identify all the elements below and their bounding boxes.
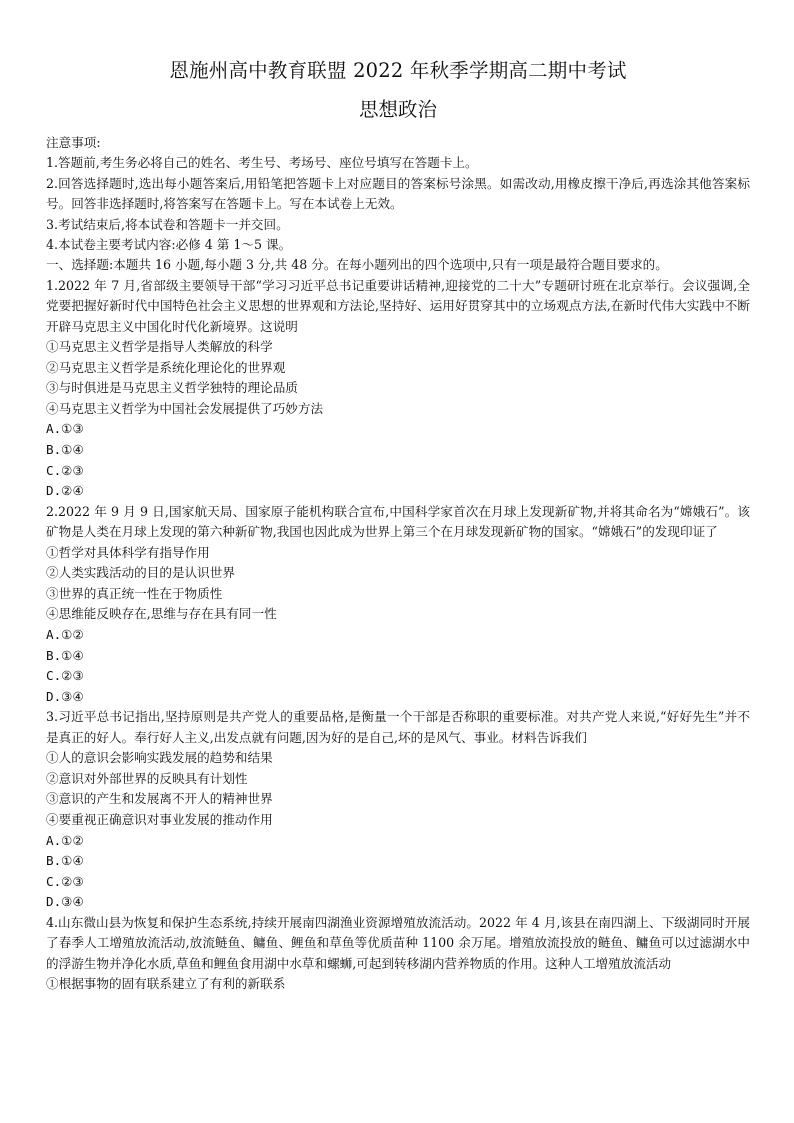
exam-page	[46, 58, 750, 995]
notice-item: 1.答题前,考生务必将自己的姓名、考生号、考场号、座位号填写在答题卡上。	[46, 155, 478, 171]
answer-choice: A.①②	[46, 627, 84, 642]
question-option: ③意识的产生和发展离不开人的精神世界	[46, 791, 273, 807]
answer-choice: A.①③	[46, 421, 84, 437]
answer-choice: C.②③	[46, 873, 84, 889]
question-stem: 3.习近平总书记指出,坚持原则是共产党人的重要品格,是衡量一个干部是否称职的重要标准。对共产党人来说,“好好先生”并不是真正的好人。奉行好人主义,出发点就有问题,因为好的是自己,坏的是风气、事业。材料告诉我们	[46, 709, 750, 745]
notice-item: 4.本试卷主要考试内容:必修 4 第 1～5 课。	[46, 237, 292, 253]
answer-choice: B.①④	[46, 647, 84, 663]
answer-choice: D.③④	[46, 894, 84, 910]
answer-choice: C.②③	[46, 668, 84, 684]
question-option: ③与时俱进是马克思主义哲学独特的理论品质	[46, 380, 298, 396]
question-option: ④思维能反映存在,思维与存在具有同一性	[46, 606, 277, 622]
question-option: ②意识对外部世界的反映具有计划性	[46, 770, 248, 786]
question-option: ①哲学对具体科学有指导作用	[46, 544, 210, 560]
answer-choice: C.②③	[46, 462, 84, 478]
question-option: ①根据事物的固有联系建立了有利的新联系	[46, 976, 286, 992]
notice-heading: 注意事项:	[46, 135, 101, 150]
section-heading: 一、选择题:本题共 16 小题,每小题 3 分,共 48 分。在每小题列出的四个选项中,只有一项是最符合题目要求的。	[46, 257, 668, 273]
answer-choice: B.①④	[46, 853, 84, 869]
answer-choice: B.①④	[46, 442, 84, 458]
question-option: ①马克思主义哲学是指导人类解放的科学	[46, 339, 273, 355]
question-option: ②马克思主义哲学是系统化理论化的世界观	[46, 359, 286, 375]
answer-choice: D.②④	[46, 483, 84, 499]
question-stem: 1.2022 年 7 月,省部级主要领导干部“学习习近平总书记重要讲话精神,迎接党的二十大”专题研讨班在北京举行。会议强调,全党要把握好新时代中国特色社会主义思想的世界观和方法论,坚持好、运用好贯穿其中的立场观点方法,在新时代伟大实践中不断开辟马克思主义中国化时代化新境界。这说明	[46, 277, 750, 334]
question-option: ④马克思主义哲学为中国社会发展提供了巧妙方法	[46, 400, 324, 416]
notice-item: 3.考试结束后,将本试卷和答题卡一并交回。	[46, 216, 289, 232]
exam-title: 恩施州高中教育联盟 2022 年秋季学期高二期中考试	[169, 59, 627, 82]
question-option: ③世界的真正统一性在于物质性	[46, 585, 223, 601]
question-stem: 4.山东微山县为恢复和保护生态系统,持续开展南四湖渔业资源增殖放流活动。2022 年 4 月,该县在南四湖上、下级湖同时开展了春季人工增殖放流活动,放流鲢鱼、鳙鱼、鲤鱼和草鱼等优质苗种 1100 余万尾。增殖放流投放的鲢鱼、鳙鱼可以过滤湖水中的浮游生物并净化水质,草鱼和鲤鱼食用湖中水草和螺蛳,可起到转移湖内营养物质的作用。这种人工增殖放流活动	[46, 914, 750, 971]
subject-title: 思想政治	[358, 98, 437, 121]
question-option: ④要重视正确意识对事业发展的推动作用	[46, 811, 273, 827]
question-option: ②人类实践活动的目的是认识世界	[46, 565, 235, 581]
question-option: ①人的意识会影响实践发展的趋势和结果	[46, 750, 273, 766]
answer-choice: D.③④	[46, 688, 84, 704]
notice-item: 2.回答选择题时,选出每小题答案后,用铅笔把答题卡上对应题目的答案标号涂黑。如需改动,用橡皮擦干净后,再选涂其他答案标号。回答非选择题时,将答案写在答题卡上。写在本试卷上无效。	[46, 175, 750, 212]
question-stem: 2.2022 年 9 月 9 日,国家航天局、国家原子能机构联合宣布,中国科学家首次在月球上发现新矿物,并将其命名为“嫦娥石”。该矿物是人类在月球上发现的第六种新矿物,我国也因此成为世界上第三个在月球发现新矿物的国家。“嫦娥石”的发现印证了	[46, 503, 750, 540]
answer-choice: A.①②	[46, 832, 84, 848]
